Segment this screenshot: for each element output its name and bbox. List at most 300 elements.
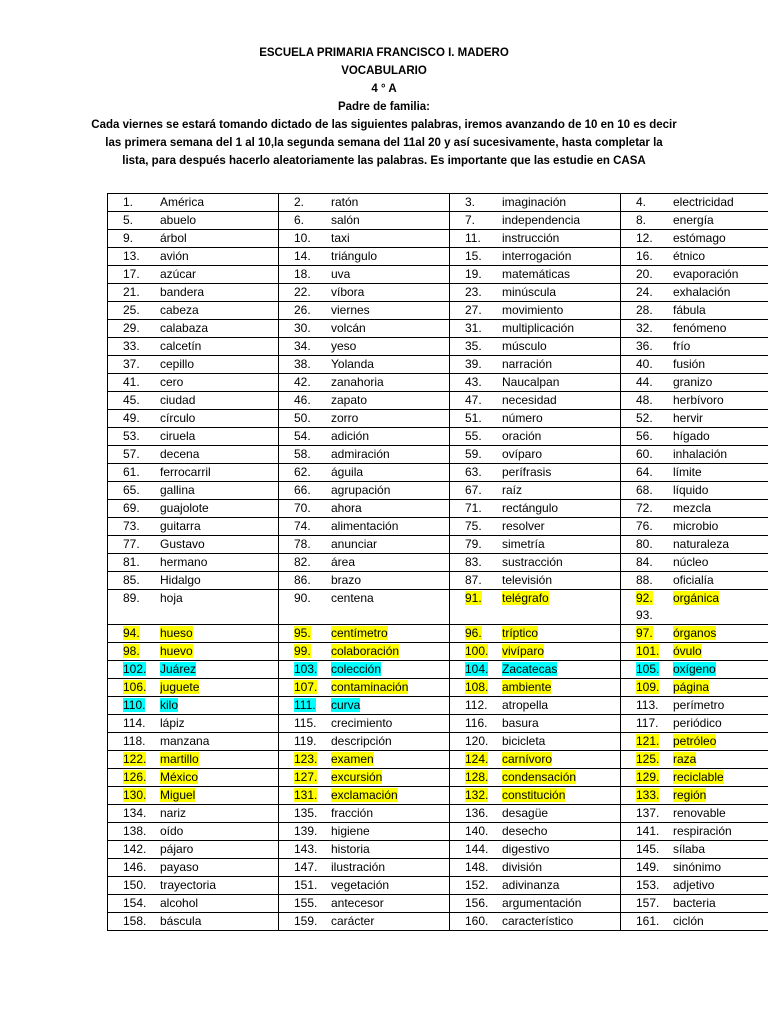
entry-word-wrap — [160, 284, 278, 301]
entry-number-wrap — [621, 554, 673, 571]
vocab-entry — [450, 518, 620, 535]
entry-number-wrap — [450, 697, 502, 714]
vocab-cell — [279, 787, 450, 805]
table-row — [108, 230, 768, 248]
entry-word-wrap — [331, 572, 449, 589]
entry-word-wrap — [673, 661, 768, 678]
vocab-cell — [450, 661, 621, 679]
entry-number: 5. — [123, 213, 134, 227]
entry-word: número — [502, 411, 543, 425]
vocab-entry — [279, 536, 449, 553]
entry-word: curva — [331, 698, 361, 712]
entry-word-wrap — [331, 392, 449, 409]
entry-number-wrap — [450, 194, 502, 211]
vocab-entry — [621, 212, 768, 229]
vocab-cell — [108, 679, 279, 697]
entry-word: uva — [331, 267, 351, 281]
entry-number: 132. — [465, 788, 489, 802]
entry-number-wrap — [621, 697, 673, 714]
entry-word-wrap — [331, 733, 449, 750]
vocab-entry — [621, 428, 768, 445]
entry-number: 30. — [294, 321, 311, 335]
entry-number: 98. — [123, 644, 140, 658]
vocab-entry — [279, 356, 449, 373]
instructions-line: Cada viernes se estará tomando dictado de las siguientes palabras, iremos avanzando de 10 en 10 es decir — [91, 119, 677, 131]
vocab-entry — [621, 751, 768, 768]
vocab-cell — [621, 572, 768, 590]
entry-word: excursión — [331, 770, 383, 784]
entry-word: minúscula — [502, 285, 557, 299]
vocab-entry — [279, 212, 449, 229]
entry-number-wrap — [621, 913, 673, 930]
entry-number: 161. — [636, 914, 660, 928]
entry-word: Hidalgo — [160, 573, 201, 587]
entry-word-wrap — [160, 482, 278, 499]
entry-number-wrap — [279, 284, 331, 301]
entry-number-wrap — [621, 572, 673, 589]
entry-number-wrap — [108, 859, 160, 876]
entry-word: límite — [673, 465, 702, 479]
entry-word-wrap — [673, 733, 768, 750]
entry-word: zapato — [331, 393, 368, 407]
vocab-cell — [450, 518, 621, 536]
entry-word: exclamación — [331, 788, 398, 802]
entry-word-wrap — [502, 446, 620, 463]
vocab-cell — [108, 661, 279, 679]
entry-number-wrap — [450, 805, 502, 822]
entry-word-wrap — [502, 356, 620, 373]
vocab-entry — [108, 805, 278, 822]
entry-word-wrap — [673, 464, 768, 481]
entry-number-wrap — [450, 212, 502, 229]
entry-word-wrap — [502, 374, 620, 391]
entry-number-wrap — [450, 643, 502, 660]
entry-word-wrap — [331, 248, 449, 265]
entry-number: 78. — [294, 537, 311, 551]
entry-word-wrap — [673, 625, 768, 642]
vocab-entry — [450, 392, 620, 409]
vocab-cell — [621, 895, 768, 913]
entry-number: 40. — [636, 357, 653, 371]
entry-number-wrap — [621, 805, 673, 822]
entry-word: triángulo — [331, 249, 378, 263]
entry-number-wrap — [450, 733, 502, 750]
entry-number: 24. — [636, 285, 653, 299]
document-title: VOCABULARIO — [341, 65, 427, 77]
vocab-cell — [450, 374, 621, 392]
entry-number-wrap — [108, 464, 160, 481]
vocab-entry — [450, 679, 620, 696]
entry-number-wrap — [621, 536, 673, 553]
entry-number: 157. — [636, 896, 660, 910]
vocab-cell — [279, 284, 450, 302]
entry-word-wrap — [160, 913, 278, 930]
entry-word-wrap — [502, 733, 620, 750]
entry-number: 117. — [636, 716, 659, 730]
entry-word: decena — [160, 447, 200, 461]
entry-word-wrap — [160, 877, 278, 894]
entry-word-wrap — [160, 733, 278, 750]
entry-word-wrap — [502, 679, 620, 696]
entry-number: 75. — [465, 519, 482, 533]
entry-number: 72. — [636, 501, 653, 515]
entry-number-wrap — [621, 590, 673, 607]
entry-number: 48. — [636, 393, 653, 407]
entry-number-wrap — [450, 248, 502, 265]
vocab-entry — [450, 823, 620, 840]
table-row — [108, 338, 768, 356]
entry-number: 11. — [465, 231, 481, 245]
entry-word: petróleo — [673, 734, 717, 748]
entry-word: alimentación — [331, 519, 399, 533]
entry-word: agrupación — [331, 483, 391, 497]
vocab-entry — [108, 356, 278, 373]
entry-number: 2. — [294, 195, 305, 209]
entry-word: colaboración — [331, 644, 400, 658]
entry-number: 28. — [636, 303, 653, 317]
entry-number: 41. — [123, 375, 140, 389]
entry-word-wrap — [502, 554, 620, 571]
vocab-cell — [279, 661, 450, 679]
vocab-cell — [621, 536, 768, 554]
entry-word-wrap — [160, 266, 278, 283]
entry-number-wrap — [621, 356, 673, 373]
vocab-entry — [621, 769, 768, 786]
vocab-cell — [108, 500, 279, 518]
vocab-entry — [450, 194, 620, 211]
vocab-cell — [621, 284, 768, 302]
table-row — [108, 482, 768, 500]
entry-number-wrap — [621, 320, 673, 337]
entry-word: ratón — [331, 195, 359, 209]
table-row — [108, 536, 768, 554]
vocab-cell — [621, 823, 768, 841]
entry-word: ciudad — [160, 393, 196, 407]
vocabulary-table — [107, 193, 768, 931]
entry-word-wrap — [673, 572, 768, 589]
entry-word: atropella — [502, 698, 549, 712]
entry-word-wrap — [160, 590, 278, 607]
table-row — [108, 787, 768, 805]
entry-word: instrucción — [502, 231, 560, 245]
entry-word-wrap — [502, 536, 620, 553]
entry-word-wrap — [160, 392, 278, 409]
table-row — [108, 733, 768, 751]
vocab-cell — [279, 356, 450, 374]
entry-number-wrap — [621, 464, 673, 481]
vocab-cell — [450, 805, 621, 823]
entry-word: zanahoria — [331, 375, 384, 389]
vocab-entry — [621, 877, 768, 894]
entry-number: 19. — [465, 267, 482, 281]
vocab-entry — [108, 338, 278, 355]
vocab-cell — [621, 410, 768, 428]
entry-word-wrap — [673, 482, 768, 499]
entry-word-wrap — [160, 697, 278, 714]
entry-number-wrap — [621, 284, 673, 301]
vocab-entry — [279, 500, 449, 517]
vocab-cell — [450, 356, 621, 374]
entry-word: imaginación — [502, 195, 567, 209]
entry-number-wrap — [279, 877, 331, 894]
vocab-cell — [108, 769, 279, 787]
vocab-entry — [108, 428, 278, 445]
entry-word: Yolanda — [331, 357, 374, 371]
entry-number-wrap — [621, 500, 673, 517]
table-row — [108, 823, 768, 841]
vocab-entry — [108, 769, 278, 786]
entry-word-wrap — [331, 374, 449, 391]
vocabulary-table-body — [108, 194, 768, 931]
entry-number: 69. — [123, 501, 140, 515]
entry-word-wrap — [502, 518, 620, 535]
entry-word-wrap — [160, 338, 278, 355]
entry-number-wrap — [279, 194, 331, 211]
entry-word-wrap — [160, 464, 278, 481]
entry-word: Naucalpan — [502, 375, 560, 389]
vocab-cell — [621, 554, 768, 572]
vocab-cell — [279, 410, 450, 428]
entry-number: 64. — [636, 465, 653, 479]
vocab-cell — [108, 266, 279, 284]
vocab-entry — [108, 733, 278, 750]
entry-word: guitarra — [160, 519, 201, 533]
vocab-entry — [450, 500, 620, 517]
entry-word-wrap — [160, 230, 278, 247]
vocab-entry — [279, 590, 449, 607]
entry-word-wrap — [160, 859, 278, 876]
entry-number: 140. — [465, 824, 489, 838]
entry-number: 102. — [123, 662, 147, 676]
entry-word: fusión — [673, 357, 706, 371]
entry-word: óvulo — [673, 644, 702, 658]
vocab-cell — [621, 590, 768, 625]
entry-word: bandera — [160, 285, 205, 299]
vocab-cell — [279, 482, 450, 500]
entry-word-wrap — [331, 841, 449, 858]
vocab-cell — [621, 302, 768, 320]
entry-number: 23. — [465, 285, 482, 299]
entry-number-wrap — [279, 266, 331, 283]
entry-number-wrap — [621, 877, 673, 894]
entry-number: 70. — [294, 501, 311, 515]
entry-word-wrap — [673, 895, 768, 912]
entry-number-wrap — [279, 841, 331, 858]
entry-number-wrap — [450, 284, 502, 301]
entry-word: descripción — [331, 734, 392, 748]
vocab-cell — [279, 590, 450, 625]
entry-number-wrap — [450, 572, 502, 589]
entry-number-wrap — [450, 518, 502, 535]
vocab-entry — [108, 877, 278, 894]
entry-number: 141. — [636, 824, 660, 838]
vocab-cell — [108, 212, 279, 230]
entry-number-wrap — [621, 733, 673, 750]
entry-number-wrap — [108, 697, 160, 714]
vocab-cell — [450, 733, 621, 751]
entry-word-wrap — [331, 500, 449, 517]
vocab-cell — [450, 194, 621, 212]
entry-number: 90. — [294, 591, 311, 605]
entry-number-wrap — [279, 410, 331, 427]
entry-number-wrap — [450, 374, 502, 391]
entry-number: 130. — [123, 788, 147, 802]
entry-number: 49. — [123, 411, 140, 425]
entry-number: 119. — [294, 734, 317, 748]
entry-number: 103. — [294, 662, 318, 676]
entry-number-wrap — [108, 877, 160, 894]
vocab-entry — [279, 895, 449, 912]
entry-number: 85. — [123, 573, 140, 587]
entry-number: 12. — [636, 231, 653, 245]
entry-number-wrap — [279, 554, 331, 571]
entry-number-wrap — [108, 338, 160, 355]
entry-number-wrap — [450, 320, 502, 337]
entry-number: 92. — [636, 591, 653, 605]
entry-word-wrap — [673, 500, 768, 517]
entry-number-wrap — [108, 266, 160, 283]
vocab-entry — [108, 230, 278, 247]
entry-word-wrap — [331, 446, 449, 463]
entry-word: kilo — [160, 698, 179, 712]
entry-number-wrap — [450, 913, 502, 930]
entry-word: águila — [331, 465, 364, 479]
vocab-cell — [108, 536, 279, 554]
entry-number: 138. — [123, 824, 147, 838]
entry-number-wrap — [621, 266, 673, 283]
vocab-entry — [279, 320, 449, 337]
entry-word-wrap — [331, 230, 449, 247]
vocab-entry — [108, 625, 278, 642]
entry-word-wrap — [673, 248, 768, 265]
entry-word: adivinanza — [502, 878, 560, 892]
entry-number-wrap — [108, 715, 160, 732]
vocab-cell — [621, 320, 768, 338]
entry-word: carnívoro — [502, 752, 553, 766]
vocab-entry — [279, 805, 449, 822]
entry-word: movimiento — [502, 303, 564, 317]
entry-word: sinónimo — [673, 860, 722, 874]
entry-word: centímetro — [331, 626, 388, 640]
entry-number-wrap — [279, 787, 331, 804]
entry-word-wrap — [160, 374, 278, 391]
entry-number: 34. — [294, 339, 311, 353]
entry-word: hígado — [673, 429, 710, 443]
entry-number-wrap — [279, 356, 331, 373]
vocab-entry — [621, 266, 768, 283]
entry-word-wrap — [331, 769, 449, 786]
vocab-entry — [108, 302, 278, 319]
entry-number: 61. — [123, 465, 140, 479]
entry-number: 47. — [465, 393, 482, 407]
vocab-cell — [279, 248, 450, 266]
entry-word: calabaza — [160, 321, 209, 335]
entry-word-wrap — [673, 212, 768, 229]
table-row — [108, 895, 768, 913]
entry-word-wrap — [331, 356, 449, 373]
entry-word: gallina — [160, 483, 195, 497]
vocab-cell — [450, 697, 621, 715]
entry-word: adjetivo — [673, 878, 715, 892]
vocab-cell — [450, 248, 621, 266]
entry-number: 144. — [465, 842, 489, 856]
entry-word-wrap — [160, 572, 278, 589]
entry-word-wrap — [160, 302, 278, 319]
vocab-cell — [279, 805, 450, 823]
entry-number-wrap — [279, 679, 331, 696]
entry-word-wrap — [331, 284, 449, 301]
entry-word-wrap — [160, 805, 278, 822]
entry-number: 60. — [636, 447, 653, 461]
entry-number: 57. — [123, 447, 140, 461]
entry-number-wrap — [279, 661, 331, 678]
entry-word-wrap — [331, 751, 449, 768]
entry-number-wrap — [108, 823, 160, 840]
entry-number-wrap — [621, 841, 673, 858]
vocab-cell — [108, 554, 279, 572]
vocab-cell — [450, 643, 621, 661]
entry-number: 120. — [465, 734, 489, 748]
vocab-cell — [108, 356, 279, 374]
entry-word-wrap — [331, 679, 449, 696]
vocab-cell — [621, 230, 768, 248]
entry-number-wrap — [108, 590, 160, 607]
vocab-entry — [450, 572, 620, 589]
entry-word: sustracción — [502, 555, 563, 569]
entry-word: círculo — [160, 411, 196, 425]
entry-number: 99. — [294, 644, 311, 658]
vocab-entry — [450, 661, 620, 678]
entry-word-wrap — [160, 248, 278, 265]
entry-word: núcleo — [673, 555, 709, 569]
vocab-entry — [450, 877, 620, 894]
entry-number: 110. — [123, 698, 146, 712]
entry-number: 56. — [636, 429, 653, 443]
entry-number-wrap — [108, 841, 160, 858]
entry-number: 155. — [294, 896, 318, 910]
entry-word-wrap — [331, 410, 449, 427]
entry-word-wrap — [331, 913, 449, 930]
entry-word: desecho — [502, 824, 548, 838]
vocab-entry — [108, 392, 278, 409]
entry-number-wrap — [279, 392, 331, 409]
vocab-cell — [621, 194, 768, 212]
entry-number: 32. — [636, 321, 653, 335]
vocab-cell — [621, 715, 768, 733]
entry-word-wrap — [331, 643, 449, 660]
entry-word: antecesor — [331, 896, 384, 910]
entry-word-wrap — [502, 823, 620, 840]
entry-word-wrap — [331, 661, 449, 678]
vocab-entry — [279, 194, 449, 211]
vocab-entry — [450, 446, 620, 463]
entry-word-wrap — [160, 212, 278, 229]
vocab-cell — [450, 590, 621, 625]
vocab-cell — [621, 697, 768, 715]
entry-word-wrap — [502, 572, 620, 589]
vocab-entry — [621, 194, 768, 211]
entry-number: 148. — [465, 860, 489, 874]
table-row — [108, 697, 768, 715]
entry-number-wrap — [279, 518, 331, 535]
vocab-cell — [108, 248, 279, 266]
entry-word-wrap — [331, 823, 449, 840]
entry-number: 63. — [465, 465, 482, 479]
entry-number-wrap — [108, 410, 160, 427]
vocab-entry — [108, 374, 278, 391]
entry-word: guajolote — [160, 501, 209, 515]
vocab-entry — [279, 877, 449, 894]
